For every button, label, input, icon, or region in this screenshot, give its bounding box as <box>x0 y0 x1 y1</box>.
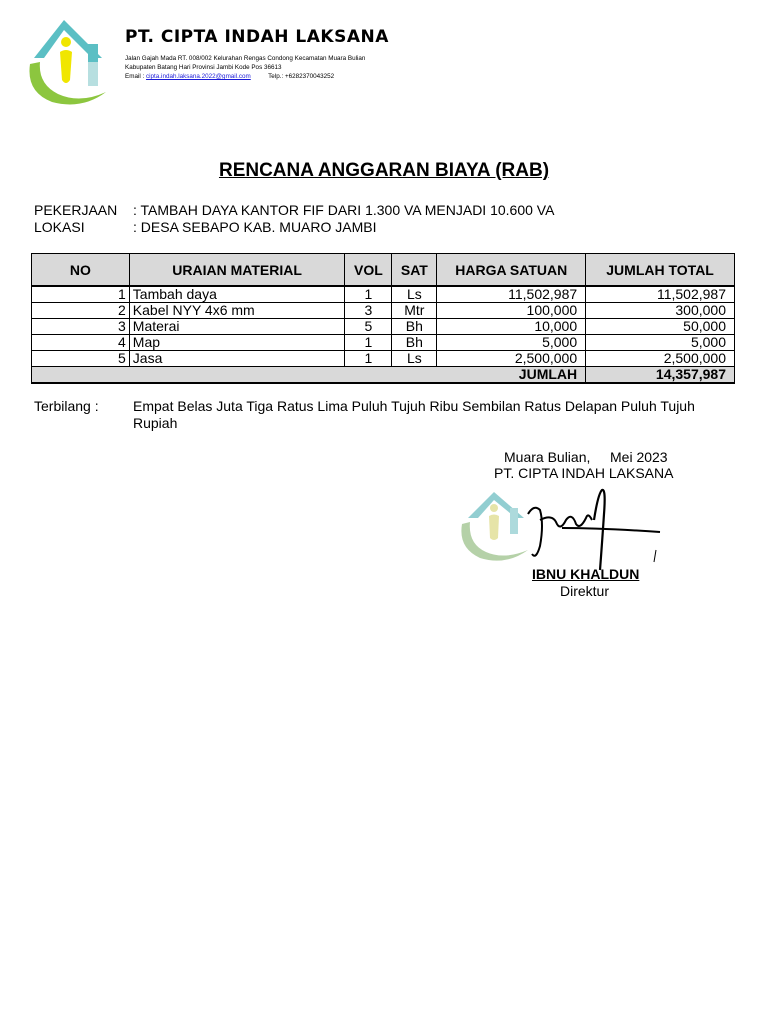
signature-company: PT. CIPTA INDAH LAKSANA <box>494 465 674 481</box>
signer-title: Direktur <box>560 583 610 599</box>
cell-uraian: Tambah daya <box>129 286 345 303</box>
cell-jumlah: 2,500,000 <box>586 351 735 367</box>
cell-harga: 10,000 <box>437 319 586 335</box>
company-address-line2: Kabupaten Batang Hari Provinsi Jambi Kode Pos 36613 <box>125 64 282 71</box>
signature-place: Muara Bulian, <box>504 449 591 465</box>
table-row <box>32 351 735 367</box>
table-row <box>32 286 735 303</box>
company-address-line1: Jalan Gajah Mada RT. 008/002 Kelurahan Rengas Condong Kecamatan Muara Bulian <box>125 55 366 62</box>
header-jumlah: JUMLAH TOTAL <box>586 254 735 287</box>
cell-sat: Bh <box>392 319 437 335</box>
signer-name: IBNU KHALDUN <box>532 566 640 582</box>
header-vol: VOL <box>345 254 392 287</box>
cell-harga: 100,000 <box>437 303 586 319</box>
cell-vol: 1 <box>345 286 392 303</box>
cell-uraian: Materai <box>129 319 345 335</box>
signature-scribble <box>522 484 667 574</box>
pekerjaan-value: : TAMBAH DAYA KANTOR FIF DARI 1.300 VA MENJADI 10.600 VA <box>133 202 555 218</box>
email-label: Email : <box>125 73 146 80</box>
cell-jumlah: 300,000 <box>586 303 735 319</box>
header-sat: SAT <box>392 254 437 287</box>
company-name: PT. CIPTA INDAH LAKSANA <box>125 27 389 47</box>
table-row <box>32 319 735 335</box>
terbilang-text: Empat Belas Juta Tiga Ratus Lima Puluh Tujuh Ribu Sembilan Ratus Delapan Puluh Tujuh Rupiah <box>133 398 695 431</box>
company-contact <box>125 72 334 81</box>
table-row <box>32 303 735 319</box>
document-title: RENCANA ANGGARAN BIAYA (RAB) <box>218 160 550 181</box>
lokasi-label: LOKASI <box>34 219 85 235</box>
total-row <box>32 367 735 384</box>
cell-sat: Bh <box>392 335 437 351</box>
signature-date: Mei 2023 <box>610 449 668 465</box>
cell-jumlah: 50,000 <box>586 319 735 335</box>
terbilang-label: Terbilang : <box>34 398 99 414</box>
cell-harga: 11,502,987 <box>437 286 586 303</box>
pekerjaan-label: PEKERJAAN <box>34 202 118 218</box>
email-link[interactable]: cipta.indah.laksana.2022@gmail.com <box>146 73 251 80</box>
header-uraian: URAIAN MATERIAL <box>129 254 345 287</box>
cell-sat: Ls <box>392 351 437 367</box>
cell-sat: Ls <box>392 286 437 303</box>
company-logo-icon <box>26 18 118 106</box>
cell-vol: 1 <box>345 335 392 351</box>
cell-no: 5 <box>32 351 130 367</box>
phone-number: Telp.: +6282370043252 <box>268 73 335 80</box>
cell-sat: Mtr <box>392 303 437 319</box>
total-value: 14,357,987 <box>586 367 735 384</box>
cell-no: 4 <box>32 335 130 351</box>
rab-table <box>31 253 735 384</box>
cell-harga: 2,500,000 <box>437 351 586 367</box>
cell-uraian: Map <box>129 335 345 351</box>
cell-uraian: Jasa <box>129 351 345 367</box>
cell-harga: 5,000 <box>437 335 586 351</box>
cell-vol: 1 <box>345 351 392 367</box>
table-row <box>32 335 735 351</box>
cell-no: 1 <box>32 286 130 303</box>
cell-no: 2 <box>32 303 130 319</box>
table-header-row <box>32 254 735 287</box>
cell-vol: 3 <box>345 303 392 319</box>
header-harga: HARGA SATUAN <box>437 254 586 287</box>
cell-no: 3 <box>32 319 130 335</box>
cell-jumlah: 11,502,987 <box>586 286 735 303</box>
lokasi-value: : DESA SEBAPO KAB. MUARO JAMBI <box>133 219 377 235</box>
cell-jumlah: 5,000 <box>586 335 735 351</box>
total-label: JUMLAH <box>32 367 586 384</box>
header-no: NO <box>32 254 130 287</box>
cell-vol: 5 <box>345 319 392 335</box>
cell-uraian: Kabel NYY 4x6 mm <box>129 303 345 319</box>
document-title-wrap <box>0 160 768 182</box>
